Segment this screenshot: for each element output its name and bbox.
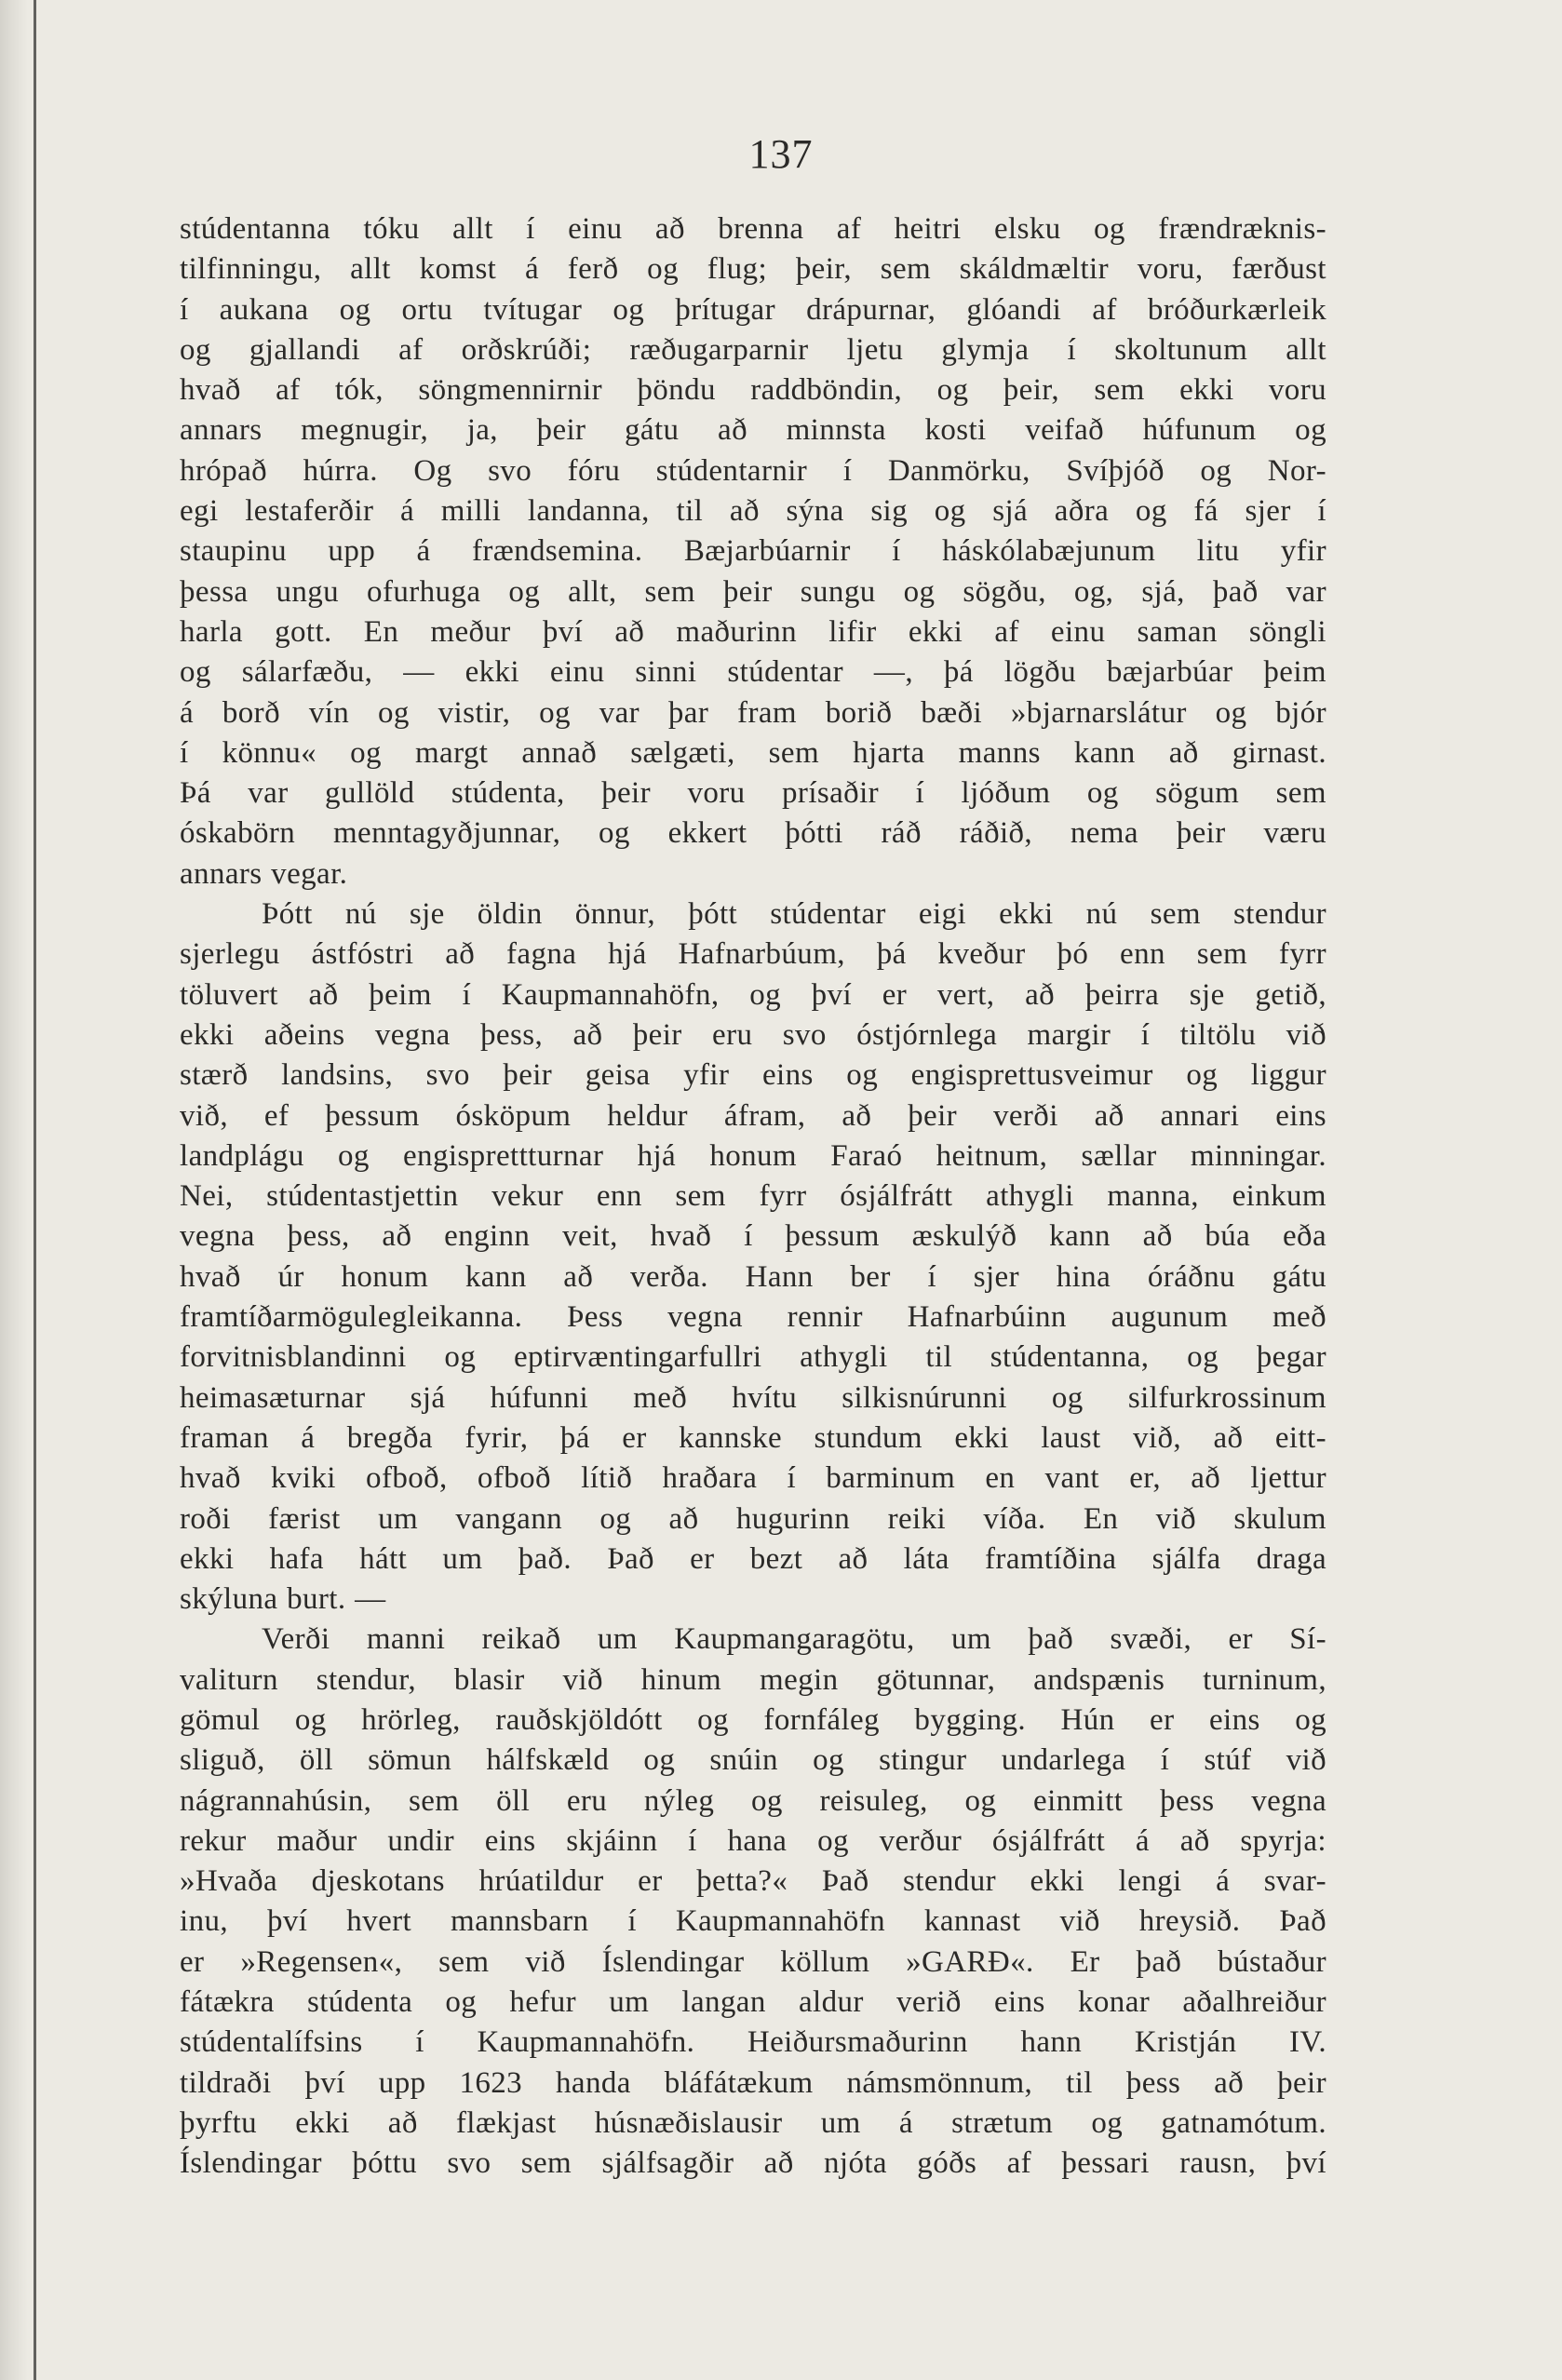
text-line: í könnu« og margt annað sælgæti, sem hjarta manns kann að girnast. bbox=[180, 735, 1326, 770]
text-line: á borð vín og vistir, og var þar fram borið bæði »bjarnarslátur og bjór bbox=[180, 695, 1326, 730]
text-line: stúdentanna tóku allt í einu að brenna af heitri elsku og frændræknis- bbox=[180, 212, 1326, 246]
text-line: »Hvaða djeskotans hrúatildur er þetta?« Það stendur ekki lengi á svar- bbox=[180, 1864, 1326, 1899]
text-line: staupinu upp á frændsemina. Bæjarbúarnir í háskólabæjunum litu yfir bbox=[180, 534, 1326, 569]
text-line: rekur maður undir eins skjáinn í hana og verður ósjálfrátt á að spyrja: bbox=[180, 1823, 1326, 1858]
text-line: er »Regensen«, sem við Íslendingar köllum »GARÐ«. Er það bústaður bbox=[180, 1944, 1326, 1979]
text-line: framan á bregða fyrir, þá er kannske stundum ekki laust við, að eitt- bbox=[180, 1420, 1326, 1455]
text-line: framtíðarmögulegleikanna. Þess vegna rennir Hafnarbúinn augunum með bbox=[180, 1300, 1326, 1335]
text-line: hvað úr honum kann að verða. Hann ber í sjer hina óráðnu gátu bbox=[180, 1259, 1326, 1294]
text-line: egi lestaferðir á milli landanna, til að sýna sig og sjá aðra og fá sjer í bbox=[180, 494, 1326, 529]
text-line: sliguð, öll sömun hálfskæld og snúin og stingur undarlega í stúf við bbox=[180, 1743, 1326, 1778]
text-line: í aukana og ortu tvítugar og þrítugar drápurnar, glóandi af bróðurkærleik bbox=[180, 292, 1326, 327]
text-line: Verði manni reikað um Kaupmangaragötu, um það svæði, er Sí- bbox=[262, 1622, 1326, 1657]
text-line: stærð landsins, svo þeir geisa yfir eins og engisprettusveimur og liggur bbox=[180, 1058, 1326, 1093]
body-text bbox=[180, 209, 1326, 2185]
text-line: sjerlegu ástfóstri að fagna hjá Hafnarbúum, þá kveður þó enn sem fyrr bbox=[180, 937, 1326, 972]
text-line: harla gott. En meður því að maðurinn lifir ekki af einu saman söngli bbox=[180, 614, 1326, 649]
text-line: roði færist um vangann og að hugurinn reiki víða. En við skulum bbox=[180, 1501, 1326, 1536]
text-line: fátækra stúdenta og hefur um langan aldur verið eins konar aðalhreiður bbox=[180, 1985, 1326, 2020]
text-line: og gjallandi af orðskrúði; ræðugarparnir ljetu glymja í skoltunum allt bbox=[180, 332, 1326, 367]
text-line: óskabörn menntagyðjunnar, og ekkert þótti ráð ráðið, nema þeir væru bbox=[180, 816, 1326, 851]
text-line: nágrannahúsin, sem öll eru nýleg og reisuleg, og einmitt þess vegna bbox=[180, 1783, 1326, 1818]
text-line: og sálarfæðu, — ekki einu sinni stúdentar —, þá lögðu bæjarbúar þeim bbox=[180, 655, 1326, 690]
text-line: gömul og hrörleg, rauðskjöldótt og fornfáleg bygging. Hún er eins og bbox=[180, 1702, 1326, 1737]
text-line: tildraði því upp 1623 handa bláfátækum námsmönnum, til þess að þeir bbox=[180, 2065, 1326, 2100]
text-line: þyrftu ekki að flækjast húsnæðislausir um á strætum og gatnamótum. bbox=[180, 2105, 1326, 2140]
text-line: Nei, stúdentastjettin vekur enn sem fyrr ósjálfrátt athygli manna, einkum bbox=[180, 1179, 1326, 1214]
text-line: tilfinningu, allt komst á ferð og flug; þeir, sem skáldmæltir voru, færðust bbox=[180, 252, 1326, 287]
text-line: forvitnisblandinni og eptirvæntingarfullri athygli til stúdentanna, og þegar bbox=[180, 1340, 1326, 1375]
text-line: hvað kviki ofboð, ofboð lítið hraðara í barminum en vant er, að ljettur bbox=[180, 1461, 1326, 1496]
text-line: Þá var gullöld stúdenta, þeir voru prísaðir í ljóðum og sögum sem bbox=[180, 776, 1326, 811]
text-line: stúdentalífsins í Kaupmannahöfn. Heiðursmaðurinn hann Kristján IV. bbox=[180, 2025, 1326, 2060]
text-line: valiturn stendur, blasir við hinum megin götunnar, andspænis turninum, bbox=[180, 1662, 1326, 1697]
text-line: heimasæturnar sjá húfunni með hvítu silkisnúrunni og silfurkrossinum bbox=[180, 1380, 1326, 1415]
text-line: annars megnugir, ja, þeir gátu að minnsta kosti veifað húfunum og bbox=[180, 413, 1326, 448]
text-line: Þótt nú sje öldin önnur, þótt stúdentar eigi ekki nú sem stendur bbox=[262, 897, 1326, 932]
text-line: Íslendingar þóttu svo sem sjálfsagðir að njóta góðs af þessari rausn, því bbox=[180, 2146, 1326, 2181]
text-line: skýluna burt. — bbox=[180, 1582, 386, 1617]
text-line: ekki aðeins vegna þess, að þeir eru svo óstjórnlega margir í tiltölu við bbox=[180, 1017, 1326, 1052]
text-line: annars vegar. bbox=[180, 856, 348, 891]
page-number: 137 bbox=[748, 131, 814, 177]
text-line: þessa ungu ofurhuga og allt, sem þeir sungu og sögðu, og, sjá, það var bbox=[180, 574, 1326, 609]
page-gutter-shadow bbox=[0, 0, 28, 2380]
text-line: landplágu og engisprettturnar hjá honum Faraó heitnum, sællar minningar. bbox=[180, 1138, 1326, 1173]
text-line: vegna þess, að enginn veit, hvað í þessum æskulýð kann að búa eða bbox=[180, 1219, 1326, 1254]
text-line: ekki hafa hátt um það. Það er bezt að láta framtíðina sjálfa draga bbox=[180, 1541, 1326, 1576]
page-edge-line bbox=[34, 0, 36, 2380]
text-line: inu, því hvert mannsbarn í Kaupmannahöfn kannast við hreysið. Það bbox=[180, 1904, 1326, 1939]
text-line: hvað af tók, söngmennirnir þöndu raddböndin, og þeir, sem ekki voru bbox=[180, 373, 1326, 408]
text-line: hrópað húrra. Og svo fóru stúdentarnir í Danmörku, Svíþjóð og Nor- bbox=[180, 453, 1326, 488]
text-line: við, ef þessum ósköpum heldur áfram, að þeir verði að annari eins bbox=[180, 1098, 1326, 1133]
text-line: töluvert að þeim í Kaupmannahöfn, og því er vert, að þeirra sje getið, bbox=[180, 977, 1326, 1012]
